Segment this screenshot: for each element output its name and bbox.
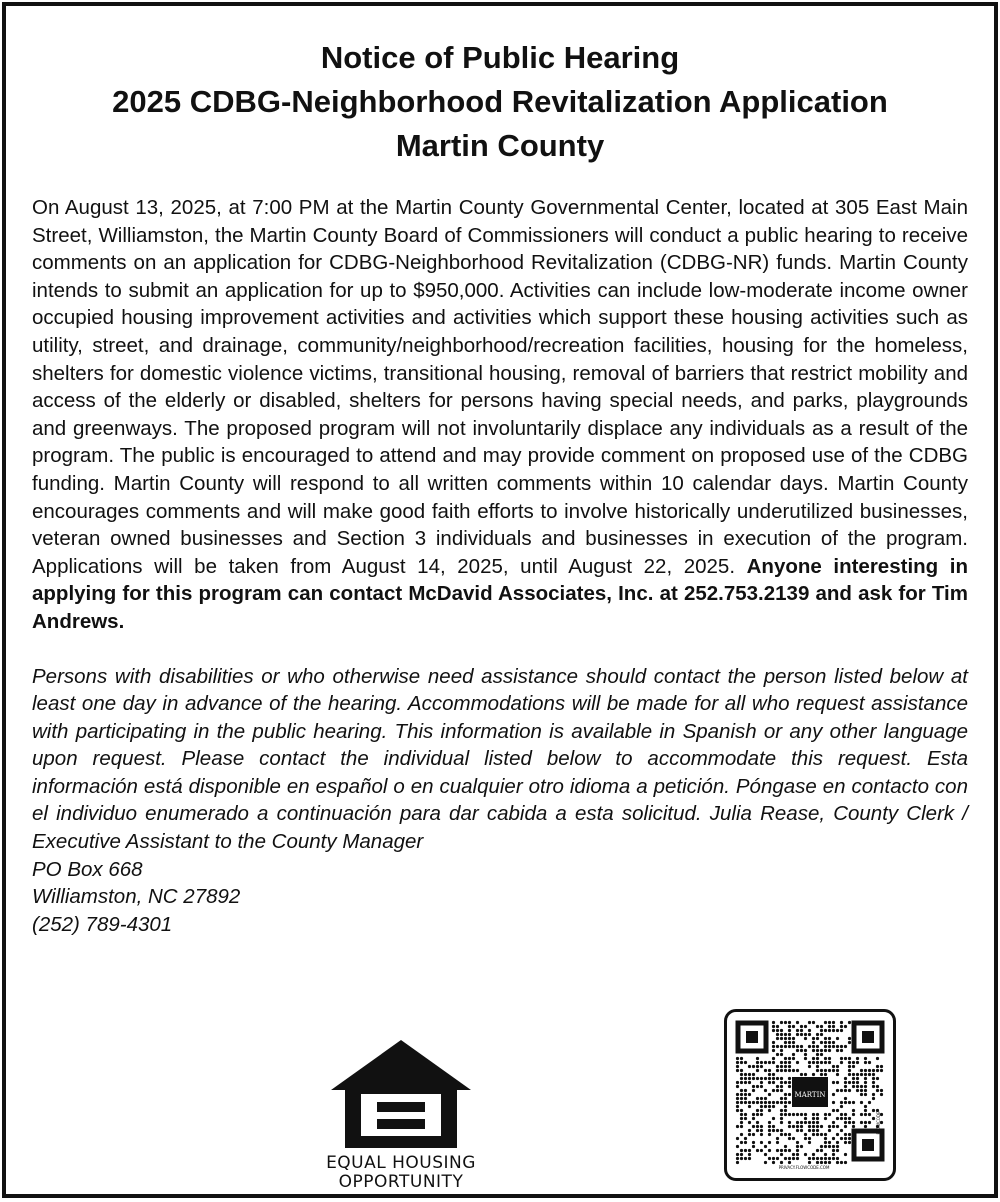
accessibility-paragraph: Persons with disabilities or who otherwise need assistance should contact the person listed below at least one day in advance of the hearing. Accommodations will be made for all who request assistance with participating in the public hearing. This information is available in Spanish or any other language upon request. Please contact the individual listed below to accommodate this request. Esta información está disponible en español o en cualquier otro idioma a petición. Póngase en contacto con el individuo enumerado a continuación para dar cabida a esta solicitud. Julia Rease, County Clerk / Executive Assistant to the County Manager	[32, 664, 968, 854]
equal-housing-logo	[324, 1038, 478, 1192]
title-line-2: 2025 CDBG-Neighborhood Revitalization Application	[112, 84, 888, 119]
address-city-state: Williamston, NC 27892	[32, 885, 241, 909]
notice-title	[32, 36, 968, 168]
address-phone: (252) 789-4301	[32, 912, 173, 936]
address-po-box: PO Box 668	[32, 857, 143, 881]
title-line-3: Martin County	[395, 128, 605, 163]
title-line-1: Notice of Public Hearing	[320, 40, 680, 75]
equal-housing-line-2: OPPORTUNITY	[338, 1172, 464, 1192]
contact-instruction-text: Anyone interesting in applying for this program can contact McDavid Associates, Inc. at 252.753.2139 and ask for Tim Andrews.	[32, 554, 968, 633]
qr-side-label: FLOWCODE	[876, 1111, 881, 1135]
contact-address	[32, 856, 968, 939]
equal-housing-house-icon	[329, 1038, 473, 1150]
hearing-details-text: On August 13, 2025, at 7:00 PM at the Martin County Governmental Center, located at 305 East Main Street, Williamston, the Martin County Board of Commissioners will conduct a public hearing to receive comments on an application for CDBG-Neighborhood Revitalization (CDBG-NR) funds. Martin County intends to submit an application for up to $950,000. Activities can include low-moderate income owner occupied housing improvement activities and activities which support these housing activities such as utility, street, and drainage, community/neighborhood/recreation facilities, housing for the homeless, shelters for domestic violence victims, transitional housing, removal of barriers that restrict mobility and access of the elderly or disabled, shelters for persons having special needs, and parks, playgrounds and greenways. The proposed program will not involuntarily displace any individuals as a result of the program. The public is encouraged to attend and may provide comment on proposed use of the CDBG funding. Martin County will respond to all written comments within 10 calendar days. Martin County encourages comments and will make good faith efforts to involve historically underutilized businesses, veteran owned businesses and Section 3 individuals and businesses in execution of the program. Applications will be taken from August 14, 2025, until August 22, 2025.	[32, 196, 968, 578]
qr-bottom-label: PRIVACY.FLOWCODE.COM	[778, 1165, 830, 1170]
qr-code	[724, 1009, 896, 1181]
public-hearing-notice	[2, 2, 998, 1198]
equal-housing-line-1: EQUAL HOUSING	[326, 1153, 476, 1173]
hearing-paragraph	[32, 194, 968, 636]
qr-center-label: MARTIN	[794, 1091, 826, 1099]
qr-code-icon	[734, 1019, 886, 1171]
